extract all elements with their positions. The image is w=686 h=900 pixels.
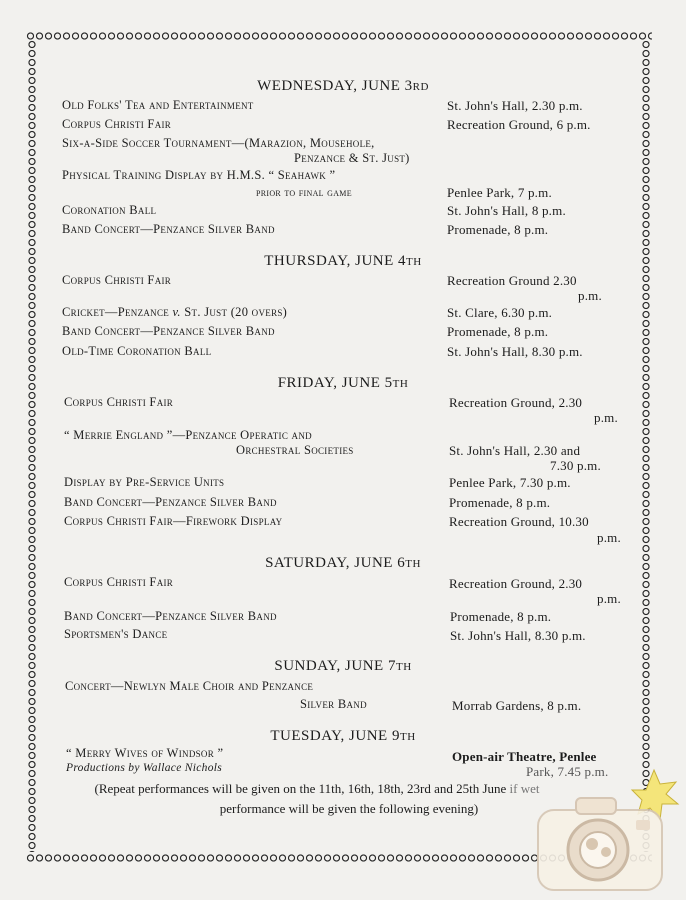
event-firework-display: Corpus Christi Fair—Firework Display [64, 514, 283, 528]
event-corpus-christi-fair: Corpus Christi Fair [62, 117, 172, 131]
place-corpus-christi-fair: Recreation Ground, 2.30 [449, 576, 583, 591]
place-band-concert: Promenade, 8 p.m. [447, 324, 549, 339]
event-newlyn-concert: Concert—Newlyn Male Choir and Penzance [65, 679, 314, 693]
event-old-folks-tea: Old Folks' Tea and Entertainment [62, 98, 254, 112]
event-merry-wives: “ Merry Wives of Windsor ” [66, 746, 224, 760]
day-heading-thursday: THURSDAY, JUNE 4TH [264, 253, 422, 269]
event-soccer-tournament-line2: Penzance & St. Just) [294, 151, 410, 165]
event-band-concert: Band Concert—Penzance Silver Band [64, 609, 277, 623]
place-corpus-christi-fair: Recreation Ground, 2.30 [449, 395, 583, 410]
event-corpus-christi-fair: Corpus Christi Fair [64, 575, 174, 589]
place-coronation-ball: St. John's Hall, 8 p.m. [447, 203, 566, 218]
place-corpus-christi-fair-line2: p.m. [594, 410, 618, 425]
event-coronation-ball: Coronation Ball [62, 203, 157, 217]
day-heading-sunday: SUNDAY, JUNE 7TH [274, 658, 412, 674]
place-band-concert: Promenade, 8 p.m. [449, 495, 551, 510]
place-newlyn-concert: Morrab Gardens, 8 p.m. [452, 698, 582, 713]
place-merry-wives-line2: Park, 7.45 p.m. [526, 764, 609, 779]
camera-watermark-logo [532, 768, 682, 896]
event-merrie-england: “ Merrie England ”—Penzance Operatic and [64, 428, 312, 442]
event-band-concert: Band Concert—Penzance Silver Band [62, 222, 275, 236]
place-old-folks-tea: St. John's Hall, 2.30 p.m. [447, 98, 583, 113]
place-corpus-christi-fair-line2: p.m. [578, 288, 602, 303]
event-physical-training: Physical Training Display by H.M.S. “ Seahawk ” [62, 168, 336, 182]
event-corpus-christi-fair: Corpus Christi Fair [62, 273, 172, 287]
repeat-note-line1: (Repeat performances will be given on the 11th, 16th, 18th, 23rd and 25th June if wet [94, 781, 540, 796]
event-corpus-christi-fair: Corpus Christi Fair [64, 395, 174, 409]
day-heading-saturday: SATURDAY, JUNE 6TH [265, 555, 421, 571]
place-firework-display: Recreation Ground, 10.30 [449, 514, 589, 529]
place-physical-training: Penlee Park, 7 p.m. [447, 185, 552, 200]
place-band-concert: Promenade, 8 p.m. [450, 609, 552, 624]
place-corpus-christi-fair: Recreation Ground, 6 p.m. [447, 117, 591, 132]
event-sportsmens-dance: Sportsmen's Dance [64, 627, 168, 641]
day-heading-friday: FRIDAY, JUNE 5TH [277, 375, 409, 391]
day-heading-tuesday: TUESDAY, JUNE 9TH [270, 728, 416, 744]
place-firework-display-line2: p.m. [597, 530, 621, 545]
event-newlyn-concert-line2: Silver Band [300, 697, 367, 711]
event-physical-training-line2: prior to final game [256, 185, 352, 199]
day-heading-wednesday: WEDNESDAY, JUNE 3RD [257, 78, 429, 94]
event-band-concert: Band Concert—Penzance Silver Band [62, 324, 275, 338]
decorative-border-top [26, 30, 652, 42]
place-cricket: St. Clare, 6.30 p.m. [447, 305, 553, 320]
place-old-time-coronation-ball: St. John's Hall, 8.30 p.m. [447, 344, 583, 359]
place-corpus-christi-fair-line2: p.m. [597, 591, 621, 606]
place-merrie-england-line2: 7.30 p.m. [550, 458, 601, 473]
event-band-concert: Band Concert—Penzance Silver Band [64, 495, 277, 509]
place-merrie-england: St. John's Hall, 2.30 and [449, 443, 581, 458]
place-band-concert: Promenade, 8 p.m. [447, 222, 549, 237]
event-pre-service-display: Display by Pre-Service Units [64, 475, 225, 489]
place-merry-wives: Open-air Theatre, Penlee [452, 749, 597, 764]
event-cricket: Cricket—Penzance v. St. Just (20 overs) [62, 305, 288, 319]
place-sportsmens-dance: St. John's Hall, 8.30 p.m. [450, 628, 586, 643]
place-pre-service-display: Penlee Park, 7.30 p.m. [449, 475, 571, 490]
event-merrie-england-line2: Orchestral Societies [236, 443, 354, 457]
place-corpus-christi-fair: Recreation Ground 2.30 [447, 273, 577, 288]
event-merry-wives-credit: Productions by Wallace Nichols [66, 762, 223, 774]
event-soccer-tournament: Six-a-Side Soccer Tournament—(Marazion, Mousehole, [62, 136, 375, 150]
event-old-time-coronation-ball: Old-Time Coronation Ball [62, 344, 212, 358]
repeat-note-line2: performance will be given the following evening) [219, 801, 479, 816]
